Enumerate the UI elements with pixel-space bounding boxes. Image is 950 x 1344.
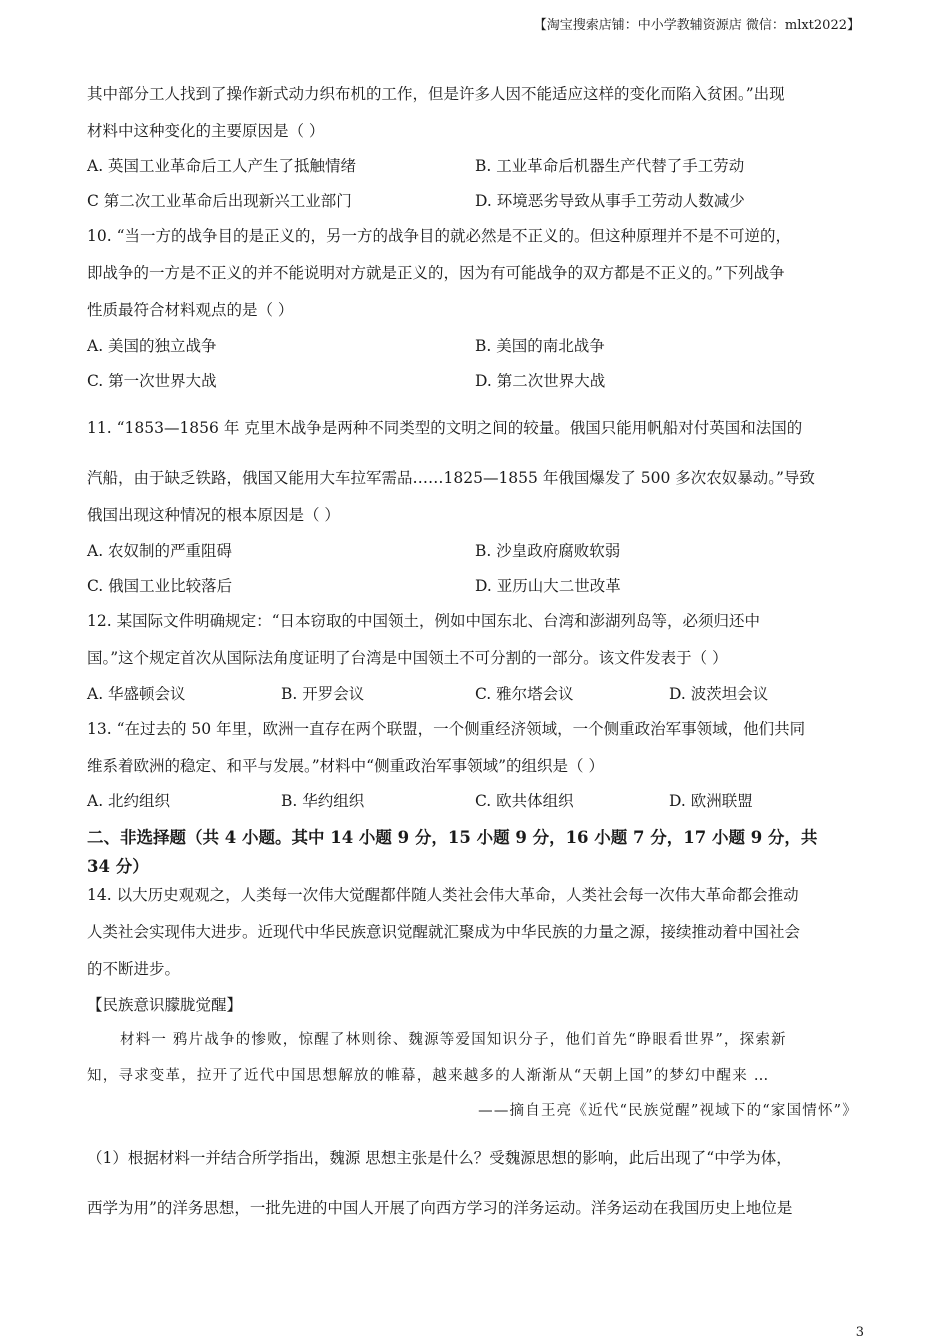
q9-option-a: A. 英国工业革命后工人产生了抵触情绪 — [87, 157, 357, 175]
q13-option-b: B. 华约组织 — [281, 792, 365, 810]
q10-line-1: 10. “当一方的战争目的是正义的，另一方的战争目的就必然是不正义的。但这种原理并不是不可逆的， — [87, 227, 792, 245]
q11-line-3: 俄国出现这种情况的根本原因是（ ） — [87, 506, 340, 524]
section-2-title-cont: 34 分） — [87, 857, 149, 876]
q11-option-b: B. 沙皇政府腐败软弱 — [475, 542, 621, 560]
q12-line-2: 国。”这个规定首次从国际法角度证明了台湾是中国领土不可分割的一部分。该文件发表于（ ） — [87, 649, 728, 667]
q11-option-d: D. 亚历山大二世改革 — [475, 577, 621, 595]
q13-line-1: 13. “在过去的 50 年里，欧洲一直存在两个联盟，一个侧重经济领域，一个侧重政治军事领域，他们共同 — [87, 720, 806, 738]
q9-option-b: B. 工业革命后机器生产代替了手工劳动 — [475, 157, 745, 175]
q10-line-3: 性质最符合材料观点的是（ ） — [87, 301, 294, 319]
q14-subquestion-1-line-2: 西学为用”的洋务思想，一批先进的中国人开展了向西方学习的洋务运动。洋务运动在我国历史上地位是 — [87, 1199, 793, 1217]
q13-option-d: D. 欧洲联盟 — [669, 792, 753, 810]
q12-option-a: A. 华盛顿会议 — [87, 685, 186, 703]
q13-option-c: C. 欧共体组织 — [475, 792, 574, 810]
q14-line-1: 14. 以大历史观观之，人类每一次伟大觉醒都伴随人类社会伟大革命，人类社会每一次伟大革命都会推动 — [87, 886, 799, 904]
q9-line-1: 其中部分工人找到了操作新式动力织布机的工作，但是许多人因不能适应这样的变化而陷入贫困。”出现 — [87, 85, 785, 103]
section-2-title: 二、非选择题（共 4 小题。其中 14 小题 9 分，15 小题 9 分，16 小题 7 分，17 小题 9 分，共 — [87, 828, 818, 847]
q12-option-b: B. 开罗会议 — [281, 685, 365, 703]
q9-option-d: D. 环境恶劣导致从事手工劳动人数减少 — [475, 192, 745, 210]
q14-material-1-line-2: 知，寻求变革，拉开了近代中国思想解放的帷幕，越来越多的人渐渐从“天朝上国”的梦幻中醒来 … — [87, 1068, 770, 1084]
q10-option-c: C. 第一次世界大战 — [87, 372, 217, 390]
page-number: 3 — [855, 1325, 864, 1340]
q14-subquestion-1-line-1: （1）根据材料一并结合所学指出，魏源 思想主张是什么？受魏源思想的影响，此后出现了“中学为体， — [87, 1149, 792, 1167]
q10-option-d: D. 第二次世界大战 — [475, 372, 606, 390]
q11-line-1: 11. “1853—1856 年 克里木战争是两种不同类型的文明之间的较量。俄国只能用帆船对付英国和法国的 — [87, 419, 803, 437]
q14-line-3: 的不断进步。 — [87, 960, 181, 978]
q12-option-d: D. 波茨坦会议 — [669, 685, 769, 703]
q11-line-2: 汽船，由于缺乏铁路，俄国又能用大车拉军需品……1825—1855 年俄国爆发了 500 多次农奴暴动。”导致 — [87, 469, 815, 487]
q12-line-1: 12. 某国际文件明确规定：“日本窃取的中国领土，例如中国东北、台湾和澎湖列岛等，必须归还中 — [87, 612, 761, 630]
q14-line-2: 人类社会实现伟大进步。近现代中华民族意识觉醒就汇聚成为中华民族的力量之源，接续推动着中国社会 — [87, 923, 801, 941]
q13-line-2: 维系着欧洲的稳定、和平与发展。”材料中“侧重政治军事领域”的组织是（ ） — [87, 757, 604, 775]
q10-option-b: B. 美国的南北战争 — [475, 337, 605, 355]
q10-option-a: A. 美国的独立战争 — [87, 337, 217, 355]
q12-option-c: C. 雅尔塔会议 — [475, 685, 574, 703]
q10-line-2: 即战争的一方是不正义的并不能说明对方就是正义的，因为有可能战争的双方都是不正义的。”下列战争 — [87, 264, 785, 282]
page-header: 【淘宝搜索店铺：中小学教辅资源店 微信：mlxt2022】 — [533, 18, 860, 33]
q14-subheading: 【民族意识朦胧觉醒】 — [87, 996, 243, 1014]
q9-option-c: C 第二次工业革命后出现新兴工业部门 — [87, 192, 352, 210]
q13-option-a: A. 北约组织 — [87, 792, 171, 810]
q14-material-1-source: ——摘自王亮《近代“民族觉醒”视域下的“家国情怀”》 — [478, 1103, 858, 1119]
q14-material-1-line-1: 材料一 鸦片战争的惨败，惊醒了林则徐、魏源等爱国知识分子，他们首先“睁眼看世界”，探索新 — [120, 1032, 787, 1048]
q11-option-a: A. 农奴制的严重阻碍 — [87, 542, 233, 560]
q9-line-2: 材料中这种变化的主要原因是（ ） — [87, 122, 325, 140]
q11-option-c: C. 俄国工业比较落后 — [87, 577, 233, 595]
